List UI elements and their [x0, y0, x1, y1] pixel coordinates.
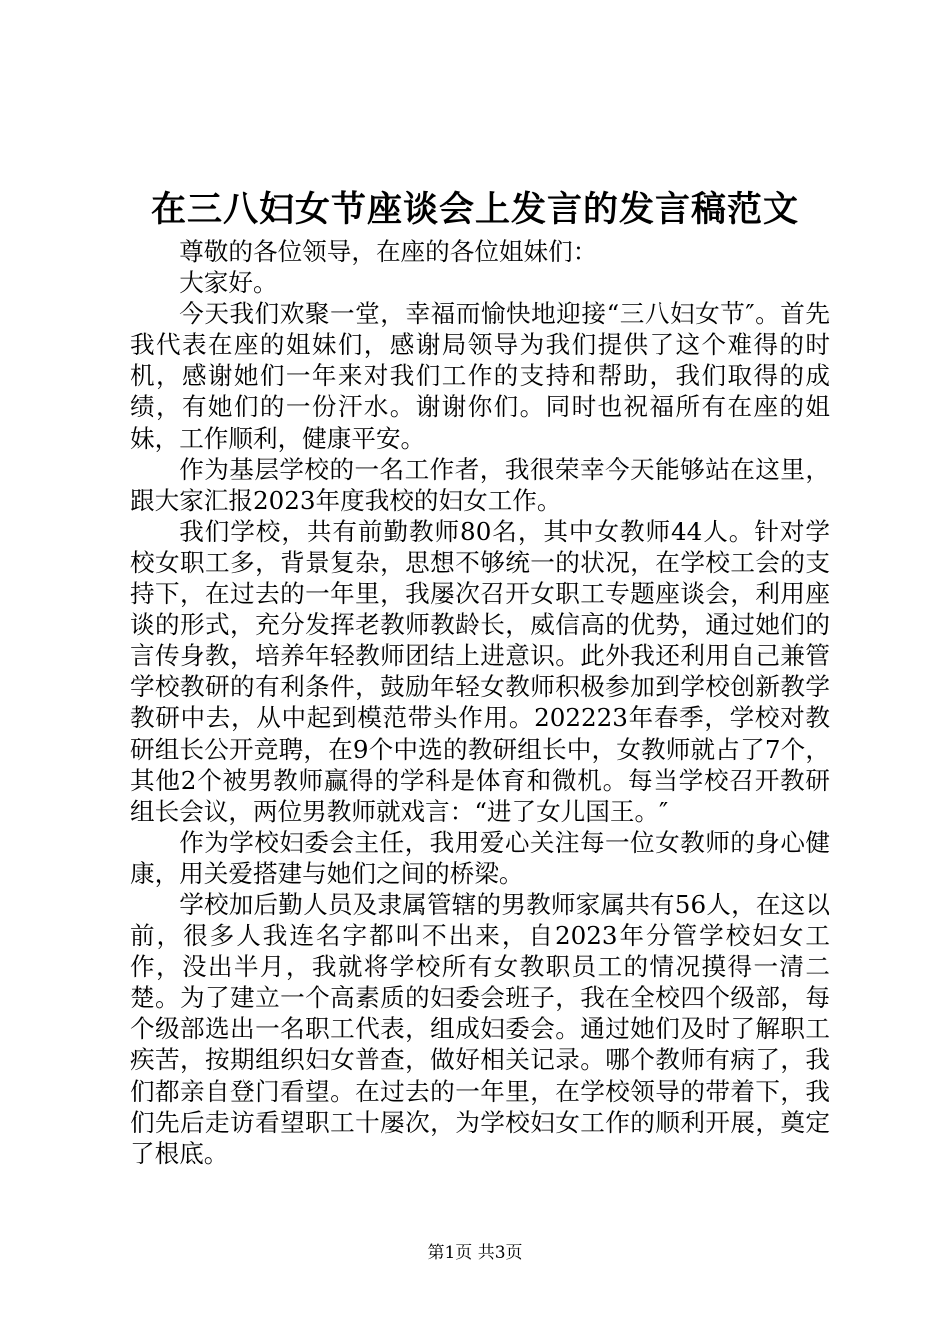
- body-paragraph: 作为基层学校的一名工作者，我很荣幸今天能够站在这里，跟大家汇报2023年度我校的妇女工作。: [130, 454, 830, 515]
- body-paragraph: 作为学校妇委会主任，我用爱心关注每一位女教师的身心健康，用关爱搭建与她们之间的桥梁。: [130, 827, 830, 888]
- page-number: 第1页 共3页: [427, 1243, 523, 1263]
- page-footer: [0, 1242, 950, 1264]
- salutation-paragraph: 尊敬的各位领导，在座的各位姐妹们：: [179, 237, 598, 266]
- greeting-paragraph: 大家好。: [179, 268, 278, 298]
- body-paragraph: 今天我们欢聚一堂，幸福而愉快地迎接“三八妇女节″。首先我代表在座的姐妹们，感谢局领导为我们提供了这个难得的时机，感谢她们一年来对我们工作的支持和帮助，我们取得的成绩，有她们的一份汗水。谢谢你们。同时也祝福所有在座的姐妹，工作顺利，健康平安。: [130, 299, 830, 453]
- body-paragraph: 学校加后勤人员及隶属管辖的男教师家属共有56人，在这以前，很多人我连名字都叫不出来，自2023年分管学校妇女工作，没出半月，我就将学校所有女教职员工的情况摸得一清二楚。为了建立一个高素质的妇委会班子，我在全校四个级部，每个级部选出一名职工代表，组成妇委会。通过她们及时了解职工疾苦，按期组织妇女普查，做好相关记录。哪个教师有病了，我们都亲自登门看望。在过去的一年里，在学校领导的带着下，我们先后走访看望职工十屡次，为学校妇女工作的顺利开展，奠定了根底。: [130, 889, 830, 1168]
- document-title: 在三八妇女节座谈会上发言的发言稿范文: [150, 189, 799, 230]
- body-paragraph: 我们学校，共有前勤教师80名，其中女教师44人。针对学校女职工多，背景复杂，思想不够统一的状况，在学校工会的支持下，在过去的一年里，我屡次召开女职工专题座谈会，利用座谈的形式，充分发挥老教师教龄长，威信高的优势，通过她们的言传身教，培养年轻教师团结上进意识。此外我还利用自己兼管学校教研的有利条件，鼓励年轻女教师积极参加到学校创新教学教研中去，从中起到模范带头作用。202223年春季，学校对教研组长公开竞聘，在9个中选的教研组长中，女教师就占了7个，其他2个被男教师赢得的学科是体育和微机。每当学校召开教研组长会议，两位男教师就戏言：“进了女儿国王。″: [130, 516, 830, 826]
- document-body: [130, 236, 830, 1169]
